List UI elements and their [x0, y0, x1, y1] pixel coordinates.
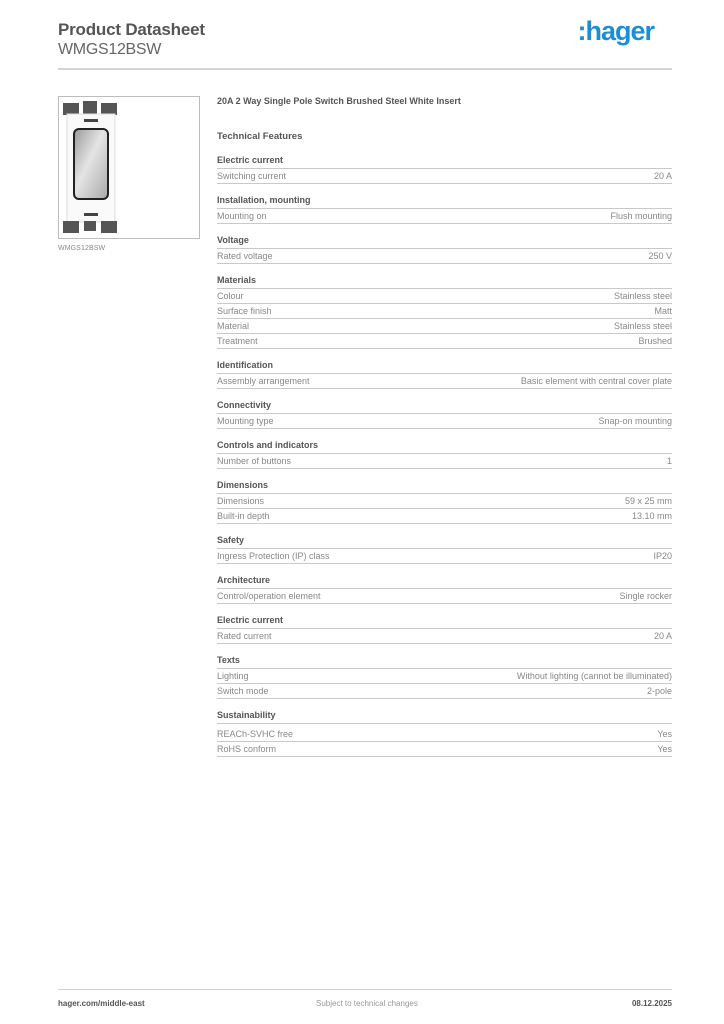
spec-row [217, 414, 672, 429]
group-controls-indicators [217, 440, 672, 469]
spec-row [217, 727, 672, 742]
group-title: Connectivity [217, 400, 672, 414]
spec-row [217, 454, 672, 469]
spec-value: 59 x 25 mm [624, 496, 672, 506]
group-title: Materials [217, 275, 672, 289]
spec-row [217, 209, 672, 224]
spec-label: Control/operation element [217, 591, 321, 601]
spec-row [217, 319, 672, 334]
spec-value: Flush mounting [610, 211, 672, 221]
spec-label: Colour [217, 291, 244, 301]
group-architecture [217, 575, 672, 604]
group-sustainability [217, 710, 672, 757]
spec-value: 1 [666, 456, 672, 466]
hager-logo: :hager [577, 16, 654, 46]
spec-row [217, 334, 672, 349]
technical-features-heading: Technical Features [217, 131, 303, 142]
spec-row [217, 304, 672, 319]
group-title: Electric current [217, 155, 672, 169]
spec-row [217, 549, 672, 564]
spec-value: 2-pole [646, 686, 672, 696]
group-texts [217, 655, 672, 699]
spec-row [217, 374, 672, 389]
spec-row [217, 289, 672, 304]
datasheet-content [217, 95, 672, 757]
group-title: Dimensions [217, 480, 672, 494]
spec-label: Assembly arrangement [217, 376, 310, 386]
spec-value: Basic element with central cover plate [520, 376, 672, 386]
spec-label: Lighting [217, 671, 249, 681]
group-dimensions [217, 480, 672, 524]
group-installation-mounting [217, 195, 672, 224]
spec-value: Without lighting (cannot be illuminated) [516, 671, 672, 681]
spec-label: RoHS conform [217, 744, 277, 754]
spec-value: Yes [657, 744, 672, 754]
spec-label: Ingress Protection (IP) class [217, 551, 330, 561]
group-safety [217, 535, 672, 564]
spec-row [217, 629, 672, 644]
page-header [58, 16, 672, 59]
footer-date: 08.12.2025 [631, 999, 672, 1008]
spec-row [217, 589, 672, 604]
spec-label: Rated voltage [217, 251, 273, 261]
spec-label: Material [217, 321, 250, 331]
spec-label: Treatment [217, 336, 258, 346]
group-electric-current [217, 155, 672, 184]
spec-label: Mounting type [217, 416, 274, 426]
page-footer [58, 998, 672, 1010]
group-title: Texts [217, 655, 672, 669]
group-title: Installation, mounting [217, 195, 672, 209]
product-image [58, 96, 200, 239]
spec-label: Mounting on [217, 211, 267, 221]
spec-label: Built-in depth [217, 511, 270, 521]
spec-value: 20 A [653, 171, 672, 181]
group-title: Identification [217, 360, 672, 374]
spec-row [217, 742, 672, 757]
spec-label: REACh-SVHC free [217, 729, 294, 739]
spec-value: Single rocker [619, 591, 672, 601]
spec-row [217, 509, 672, 524]
rocker-switch-icon [59, 97, 199, 238]
group-title: Voltage [217, 235, 672, 249]
product-image-caption: WMGS12BSW [58, 245, 106, 252]
footer-notice: Subject to technical changes [316, 999, 418, 1008]
spec-value: Snap-on mounting [598, 416, 672, 426]
group-title: Electric current [217, 615, 672, 629]
group-connectivity [217, 400, 672, 429]
spec-label: Switch mode [217, 686, 269, 696]
spec-label: Surface finish [217, 306, 272, 316]
spec-value: 250 V [648, 251, 672, 261]
document-title: Product Datasheet [58, 20, 205, 39]
group-voltage [217, 235, 672, 264]
spec-label: Dimensions [217, 496, 265, 506]
group-title: Controls and indicators [217, 440, 672, 454]
group-electric-current-rated [217, 615, 672, 644]
group-title: Sustainability [217, 710, 672, 724]
spec-row [217, 684, 672, 699]
spec-label: Rated current [217, 631, 272, 641]
spec-value: IP20 [653, 551, 672, 561]
header-divider [58, 68, 672, 70]
spec-value: 20 A [653, 631, 672, 641]
spec-row [217, 494, 672, 509]
spec-label: Number of buttons [217, 456, 292, 466]
spec-value: Stainless steel [613, 321, 672, 331]
footer-website-link[interactable]: hager.com/middle-east [58, 999, 145, 1008]
spec-value: Brushed [638, 336, 672, 346]
spec-row [217, 249, 672, 264]
spec-label: Switching current [217, 171, 287, 181]
group-identification [217, 360, 672, 389]
spec-value: Yes [657, 729, 672, 739]
product-code: WMGS12BSW [58, 41, 162, 58]
group-title: Safety [217, 535, 672, 549]
spec-value: Matt [654, 306, 672, 316]
spec-row [217, 669, 672, 684]
spec-value: 13.10 mm [631, 511, 672, 521]
product-name: 20A 2 Way Single Pole Switch Brushed Steel White Insert [217, 96, 461, 106]
group-materials [217, 275, 672, 349]
footer-divider [58, 989, 672, 990]
group-title: Architecture [217, 575, 672, 589]
spec-row [217, 169, 672, 184]
spec-value: Stainless steel [613, 291, 672, 301]
